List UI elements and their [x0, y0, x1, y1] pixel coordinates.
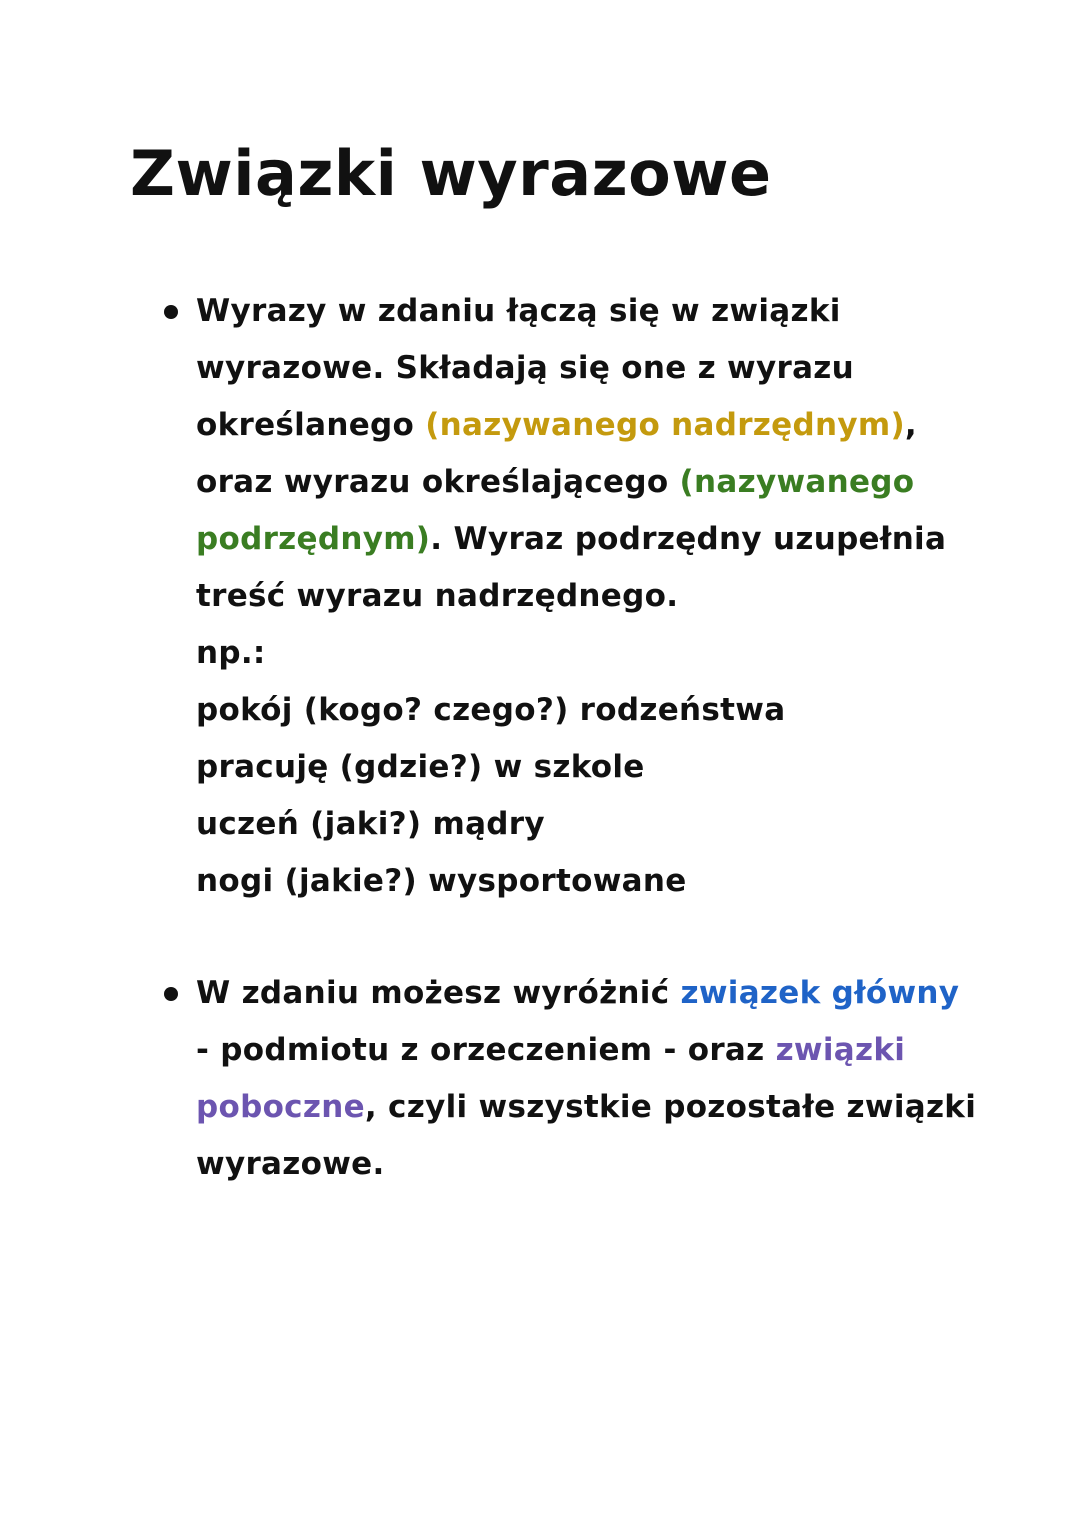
highlight-nadrzedny: (nazywanego nadrzędnym): [425, 407, 905, 443]
highlight-podrzedny: podrzędnym): [196, 521, 431, 557]
example-item: pracuję (gdzie?) w szkole: [196, 749, 645, 785]
text-line: [196, 1022, 996, 1079]
text-segment: ,: [904, 407, 917, 443]
examples-label: np.:: [196, 635, 266, 671]
text-segment: wyrazowe.: [196, 1146, 385, 1182]
example-item: nogi (jakie?) wysportowane: [196, 863, 687, 899]
text-segment: określanego: [196, 407, 426, 443]
bullet-dot-icon: [164, 987, 178, 1001]
text-segment: Wyrazy w zdaniu łączą się w związki: [196, 293, 841, 329]
text-line: [196, 340, 996, 397]
text-segment: oraz wyrazu określającego: [196, 464, 680, 500]
highlight-zwiazki-poboczne: poboczne: [196, 1089, 365, 1125]
bullet-dot-icon: [164, 305, 178, 319]
text-line: [196, 397, 996, 454]
text-line: [196, 965, 996, 1022]
text-line: [196, 454, 996, 511]
text-segment: wyrazowe. Składają się one z wyrazu: [196, 350, 855, 386]
text-segment: . Wyraz podrzędny uzupełnia: [430, 521, 947, 557]
page-title: Związki wyrazowe: [130, 137, 772, 210]
text-line: [196, 1136, 996, 1193]
text-line: [196, 283, 996, 340]
highlight-zwiazek-glowny: związek główny: [680, 975, 960, 1011]
text-segment: , czyli wszystkie pozostałe związki: [364, 1089, 977, 1125]
highlight-zwiazki-poboczne: związki: [775, 1032, 906, 1068]
highlight-podrzedny: (nazywanego: [679, 464, 915, 500]
text-segment: treść wyrazu nadrzędnego.: [196, 578, 679, 614]
text-segment: - podmiotu z orzeczeniem - oraz: [196, 1032, 776, 1068]
bullet-paragraph-1: [196, 283, 996, 910]
bullet-paragraph-2: [196, 965, 996, 1193]
example-item: uczeń (jaki?) mądry: [196, 806, 545, 842]
text-line: [196, 568, 996, 625]
text-segment: W zdaniu możesz wyróżnić: [196, 975, 681, 1011]
text-line: [196, 511, 996, 568]
example-item: pokój (kogo? czego?) rodzeństwa: [196, 692, 786, 728]
text-line: [196, 1079, 996, 1136]
